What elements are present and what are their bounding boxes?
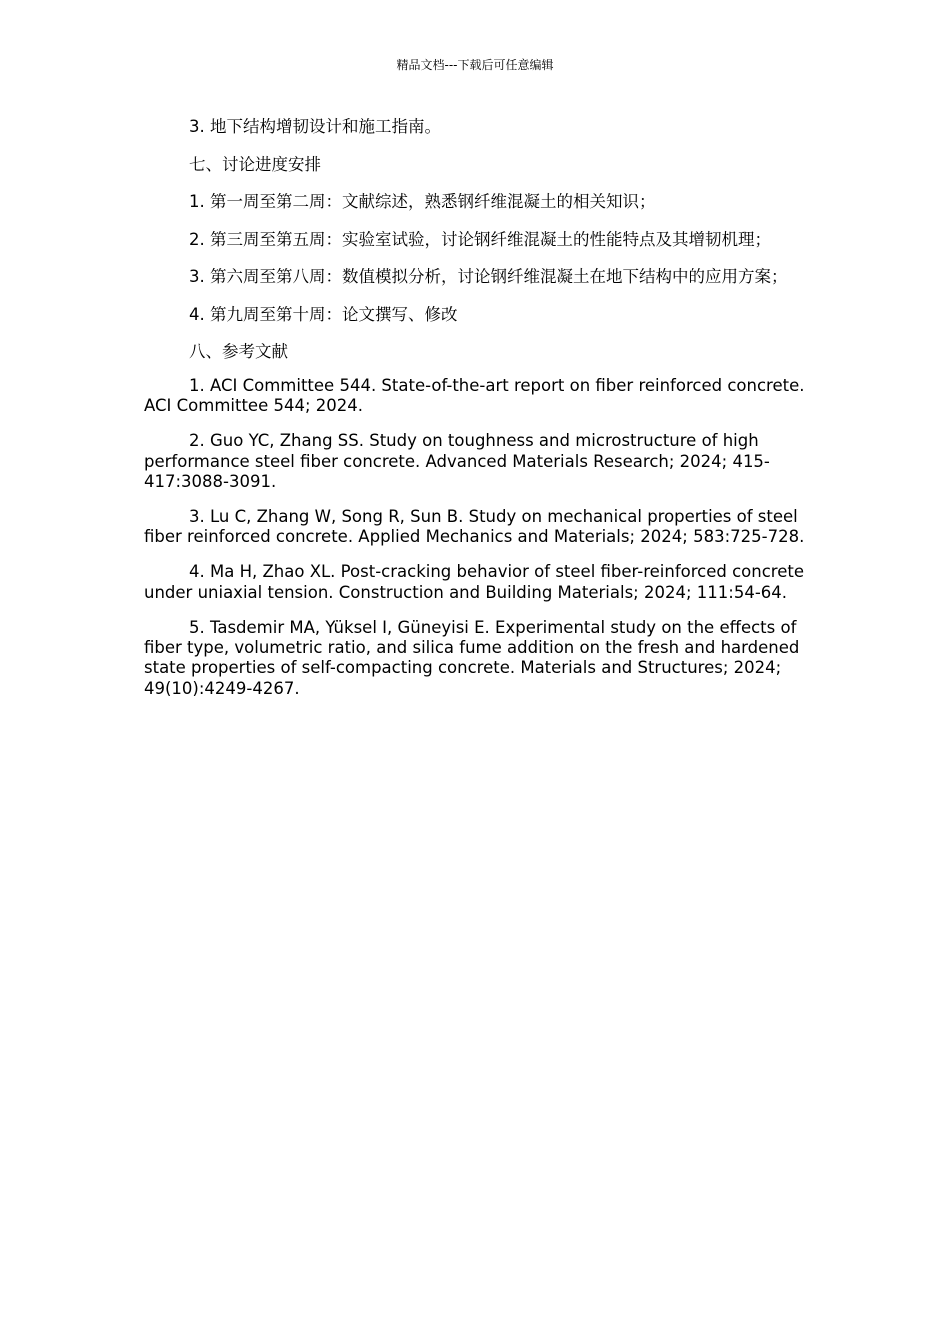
reference-item: 4. Ma H, Zhao XL. Post-cracking behavior of steel fiber-reinforced concrete under uniaxial tension. Construction and Building Materials; 2024; 111:54-64. <box>144 562 804 602</box>
reference-item: 5. Tasdemir MA, Yüksel I, Güneyisi E. Experimental study on the effects of fiber type, volumetric ratio, and silica fume addition on the fresh and hardened state properties of self-compacting concrete. Materials and Structures; 2024; 49(10):4249-4267. <box>144 617 800 698</box>
section-heading-schedule: 七、讨论进度安排 <box>189 154 321 174</box>
reference-item: 3. Lu C, Zhang W, Song R, Sun B. Study on mechanical properties of steel fiber reinforced concrete. Applied Mechanics and Materials; 2024; 583:725-728. <box>144 507 805 547</box>
section-heading-references: 八、参考文献 <box>189 342 288 361</box>
schedule-item: 3. 第六周至第八周：数值模拟分析，讨论钢纤维混凝土在地下结构中的应用方案； <box>189 267 788 286</box>
list-item-guide: 3. 地下结构增韧设计和施工指南。 <box>189 117 441 136</box>
document-body <box>144 116 806 714</box>
reference-item: 2. Guo YC, Zhang SS. Study on toughness and microstructure of high performance steel fiber concrete. Advanced Materials Research; 2024; 415-417:3088-3091. <box>144 431 770 492</box>
schedule-item: 4. 第九周至第十周：论文撰写、修改 <box>189 304 458 324</box>
page-header: 精品文档---下载后可任意编辑 <box>396 58 554 72</box>
reference-item: 1. ACI Committee 544. State-of-the-art report on fiber reinforced concrete. ACI Committee 544; 2024. <box>144 376 805 416</box>
schedule-item: 2. 第三周至第五周：实验室试验，讨论钢纤维混凝土的性能特点及其增韧机理； <box>189 229 771 249</box>
schedule-item: 1. 第一周至第二周：文献综述，熟悉钢纤维混凝土的相关知识； <box>189 192 656 211</box>
